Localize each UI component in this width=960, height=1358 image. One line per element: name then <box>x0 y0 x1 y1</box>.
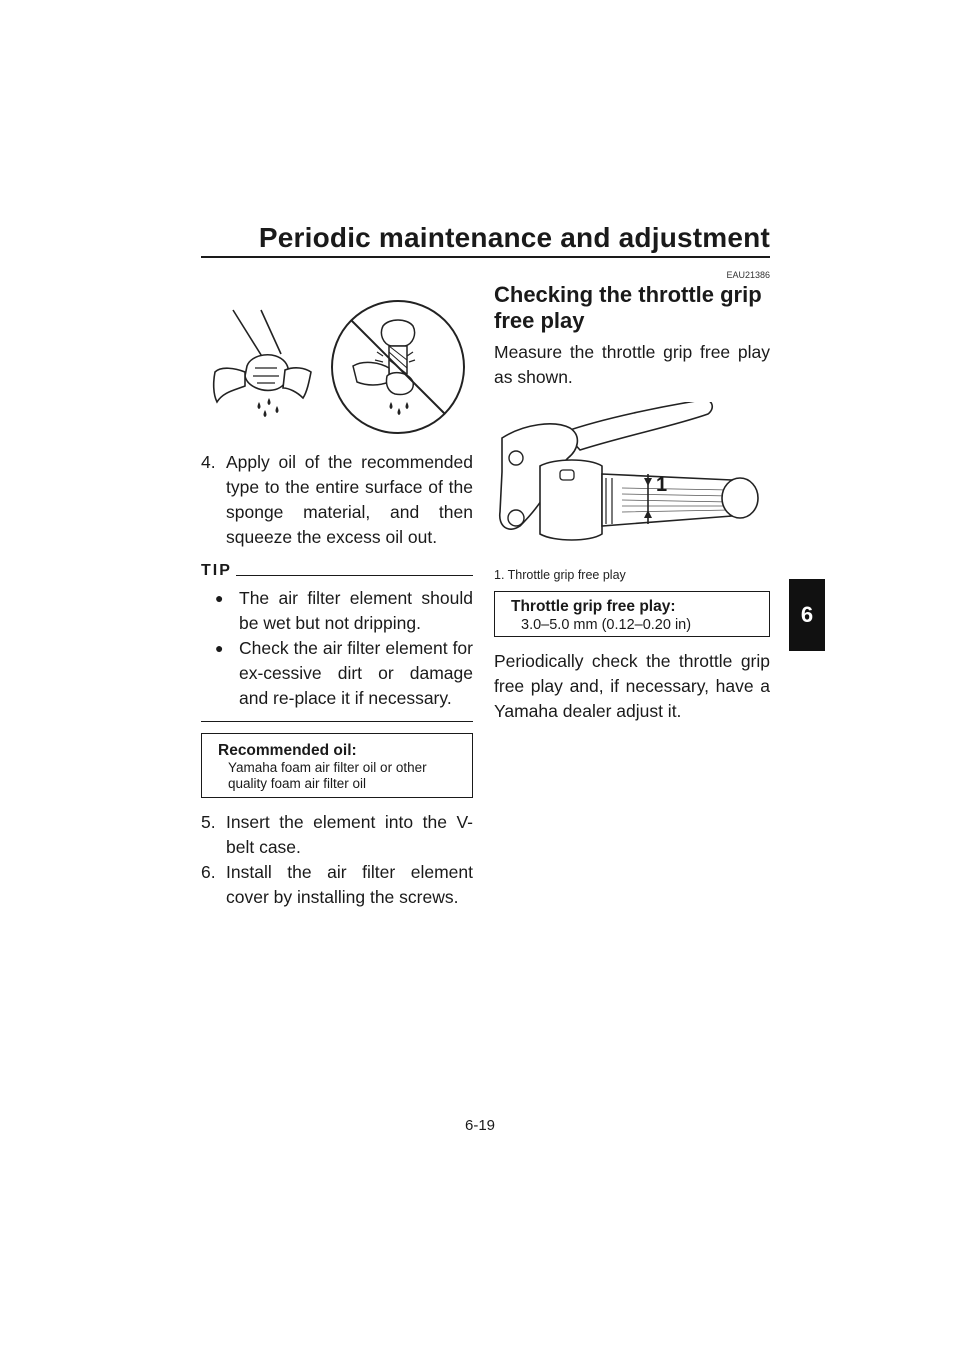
tip-label: TIP <box>201 562 232 579</box>
step-4-text: Apply oil of the recommended type to the entire surface of the sponge material, and then squeeze the excess oil out. <box>226 452 473 547</box>
recommended-oil-title: Recommended oil: <box>218 742 357 759</box>
throttle-figure <box>494 402 770 562</box>
tip-rule <box>236 575 473 576</box>
tip-bullet: ● Check the air filter element for ex-cessive dirt or damage and re-place it if necessary. <box>215 636 473 711</box>
tip-header <box>201 562 473 580</box>
left-column <box>201 300 473 910</box>
step-6-number: 6. <box>201 862 216 882</box>
chapter-tab: 6 <box>789 579 825 651</box>
intro-text: Measure the throttle grip free play as shown. <box>494 342 770 387</box>
squeeze-sponge-correct-icon <box>211 306 331 426</box>
page-number: 6-19 <box>464 1117 496 1134</box>
step-5-text: Insert the element into the V-belt case. <box>226 812 473 857</box>
wring-sponge-prohibited-icon <box>327 296 469 438</box>
step-5-number: 5. <box>201 812 216 832</box>
step-4 <box>201 450 473 550</box>
figure-callout: 1 <box>656 474 668 496</box>
step-6 <box>201 860 473 910</box>
step-5 <box>201 810 473 860</box>
tip-end-rule <box>201 721 473 722</box>
throttle-free-play-value: 3.0–5.0 mm (0.12–0.20 in) <box>521 617 692 633</box>
step-6-text: Install the air filter element cover by installing the screws. <box>226 862 473 907</box>
header-rule <box>201 256 770 258</box>
step-4-number: 4. <box>201 452 216 472</box>
figure-caption: 1. Throttle grip free play <box>494 568 626 582</box>
tip-bullet: ● The air filter element should be wet but not dripping. <box>215 586 473 636</box>
sponge-figure <box>201 300 473 438</box>
body-text: Periodically check the throttle grip free play and, if necessary, have a Yamaha dealer adjust it. <box>494 651 770 721</box>
throttle-free-play-title: Throttle grip free play: <box>511 598 676 615</box>
recommended-oil-box <box>201 733 473 798</box>
right-column <box>494 270 770 724</box>
page-header: Periodic maintenance and adjustment <box>258 222 770 253</box>
recommended-oil-value: Yamaha foam air filter oil or other quality foam air filter oil <box>228 760 427 791</box>
section-title: Checking the throttle grip free play <box>494 282 762 333</box>
document-code: EAU21386 <box>726 270 770 280</box>
throttle-grip-icon <box>494 402 770 562</box>
throttle-free-play-box <box>494 591 770 637</box>
